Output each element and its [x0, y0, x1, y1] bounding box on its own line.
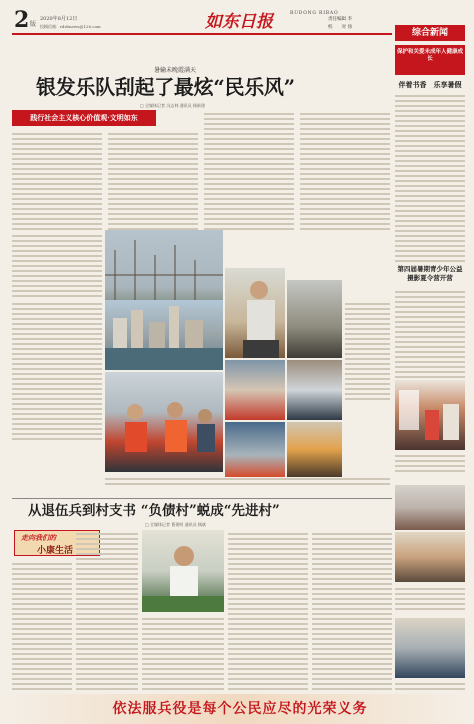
lead-kicker: 暑输未晚霞满天 — [153, 67, 196, 74]
right-body-1 — [395, 92, 465, 262]
lead-title: 银发乐队刮起了最炫“民乐风” — [36, 75, 295, 99]
lead-photo-team-5 — [287, 422, 342, 477]
page-number: 2 — [14, 7, 30, 33]
lead-body-col-3 — [204, 110, 294, 230]
feature-col-2 — [76, 530, 138, 690]
right-bottom-caption — [395, 680, 465, 692]
lead-body-col-4 — [300, 110, 390, 230]
paper-name: 如东日报 — [205, 12, 273, 32]
lead-body-col-1 — [12, 130, 102, 230]
issue-date: 2020年8月12日 — [40, 16, 78, 22]
feature-col-1 — [12, 560, 72, 690]
right-photo-classroom — [395, 618, 465, 678]
lead-photo-team-1 — [225, 360, 285, 420]
page-unit: 版 — [30, 21, 37, 28]
feature-byline: □ 全媒体记者 曹建明 通讯员 顾斌 — [145, 522, 206, 527]
right-topic-banner: 保护和关爱未成年人健康成长 — [395, 45, 465, 75]
lead-left-text-lower — [12, 300, 102, 480]
feature-col-5 — [312, 530, 392, 690]
column-banner: 践行社会主义核心价值观·文明如东 — [12, 110, 156, 126]
lead-body-col-2 — [108, 130, 198, 230]
proofreader-label: 校 对 — [328, 25, 346, 30]
lead-photo-city — [105, 300, 223, 370]
feature-col-4 — [228, 530, 308, 690]
right-lower-caption — [395, 585, 465, 615]
right-photo-ceremony-1 — [395, 485, 465, 530]
lead-photo-team-4 — [225, 422, 285, 477]
right-title: 伴着书香 乐享暑假 — [398, 80, 462, 89]
right-photo-interior — [395, 380, 465, 450]
right-subtitle: 第四届暑期青少年公益摄影夏令营开营 — [397, 265, 463, 282]
spread-photo-1 — [287, 280, 342, 358]
paper-latin: RUDONG RIBAO — [290, 11, 339, 16]
masthead — [0, 0, 474, 40]
editor-label: 责任编辑 — [328, 17, 346, 22]
lead-photo-worker — [225, 268, 285, 358]
lead-byline: □ 全媒体记者 冯志林 通讯员 顾新建 — [140, 103, 205, 108]
right-photo-caption — [395, 452, 465, 480]
right-photo-ceremony-2 — [395, 532, 465, 582]
inset-title-top: 走向我们的 — [21, 533, 56, 542]
footer-slogan: 依法服兵役是每个公民应尽的光荣义务 — [112, 701, 368, 717]
feature-col-3 — [142, 615, 224, 690]
lead-photo-team-3 — [105, 372, 223, 472]
right-body-2 — [395, 288, 465, 378]
inset-title-main: 小康生活 — [37, 546, 74, 556]
lead-bottom-text — [105, 475, 390, 495]
feature-title: 从退伍兵到村支书 “负债村”蜕成“先进村” — [28, 503, 280, 519]
contact-info: 投稿信箱：rdrbnews@126.com — [40, 24, 101, 29]
lead-photo-team-2 — [287, 360, 342, 420]
feature-photo-secretary — [142, 530, 224, 612]
section-name: 综合新闻 — [395, 25, 465, 41]
lead-caption-block — [345, 300, 390, 480]
editor-name: 李 — [347, 17, 352, 22]
proofreader-name: 徐 — [347, 25, 352, 30]
feature-rule — [12, 498, 392, 499]
masthead-rule — [12, 33, 392, 35]
lead-left-text-bottom — [12, 232, 102, 297]
lead-body — [12, 130, 390, 230]
right-topic-frame — [395, 45, 465, 75]
